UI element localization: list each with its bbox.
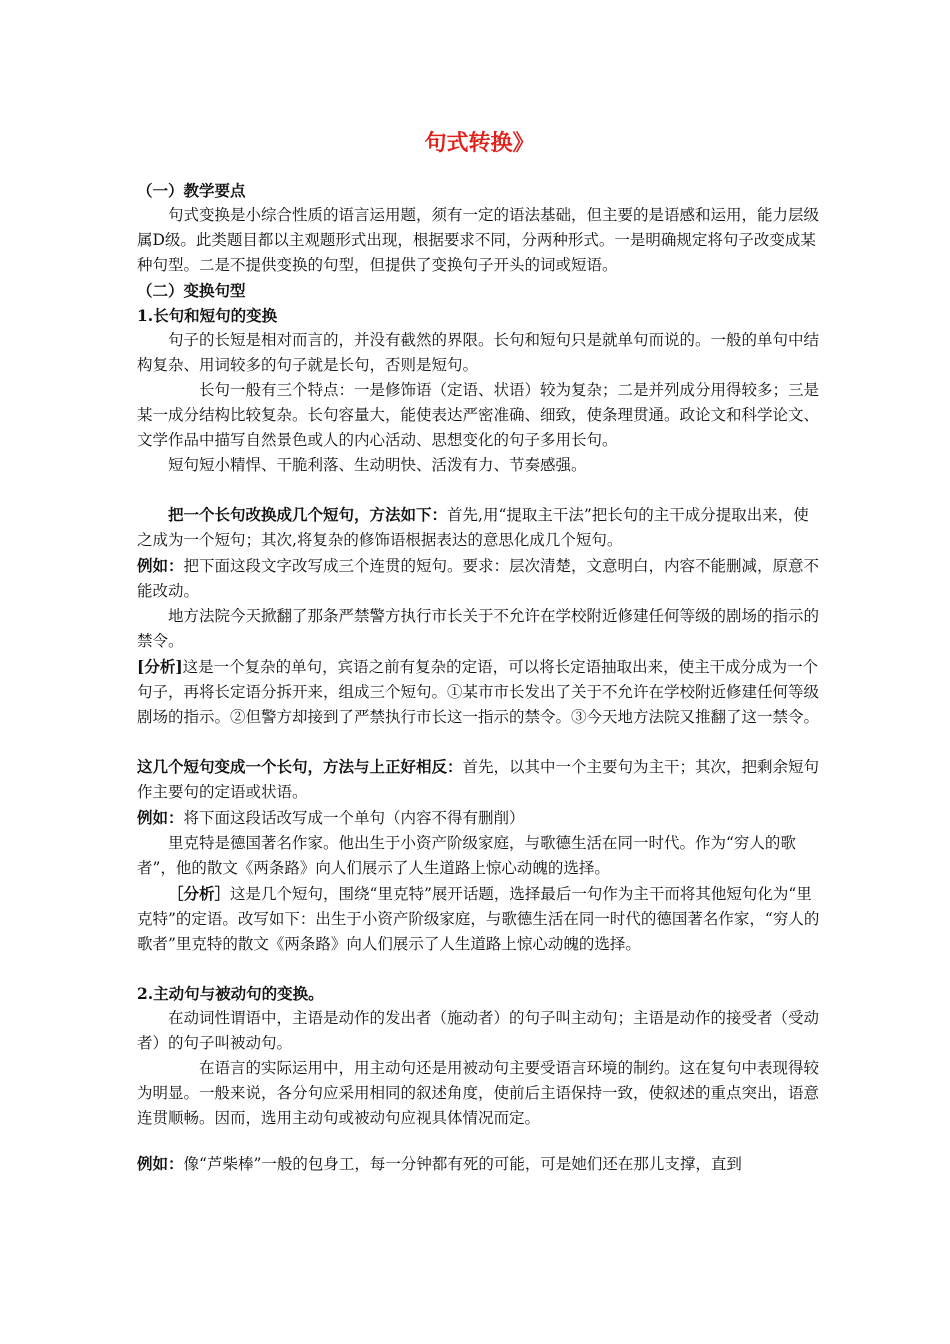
analysis-text: 这是几个短句，围绕“里克特”展开话题，选择最后一句作为主干而将其他短句化为“里克特”的定语。改写如下：出生于小资产阶级家庭，与歌德生活在同一时代的德国著名作家，“穷人的歌者”里克特的散文《两条路》向人们展示了人生道路上惊心动魄的选择。 bbox=[137, 885, 820, 953]
example-text: 将下面这段话改写成一个单句（内容不得有删削） bbox=[183, 809, 525, 827]
paragraph: 在动词性谓语中，主语是动作的发出者（施动者）的句子叫主动句；主语是动作的接受者（受动者）的句子叫被动句。 bbox=[137, 1009, 820, 1052]
spacer bbox=[137, 957, 822, 981]
paragraph: 句式变换是小综合性质的语言运用题，须有一定的语法基础，但主要的是语感和运用，能力层级属D级。此类题目都以主观题形式出现，根据要求不同，分两种形式。一是明确规定将句子改变成某种句型。二是不提供变换的句型，但提供了变换句子开头的词或短语。 bbox=[137, 206, 820, 274]
analysis-paragraph bbox=[137, 654, 822, 730]
example-quote: 地方法院今天掀翻了那条严禁警方执行市长关于不允许在学校附近修建任何等级的剧场的指示的禁令。 bbox=[137, 607, 820, 650]
subsection-heading-active-passive: 2.主动句与被动句的变换。 bbox=[137, 984, 324, 1003]
paragraph: 长句一般有三个特点：一是修饰语（定语、状语）较为复杂；二是并列成分用得较多；三是某一成分结构比较复杂。长句容量大，能使表达严密准确、细致，使条理贯通。政论文和科学论文、文学作品中描写自然景色或人的内心活动、思想变化的句子多用长句。 bbox=[137, 381, 820, 449]
method-lead: 这几个短句变成一个长句，方法与上正好相反： bbox=[137, 757, 463, 776]
method-paragraph bbox=[137, 502, 822, 553]
section-heading-sentence-types: （二）变换句型 bbox=[137, 281, 246, 300]
method-paragraph bbox=[137, 754, 822, 805]
analysis-lead: [分析] bbox=[137, 657, 183, 676]
document-title: 句式转换》 bbox=[424, 131, 535, 156]
example-quote: 里克特是德国著名作家。他出生于小资产阶级家庭，与歌德生活在同一时代。作为“穷人的歌者”，他的散文《两条路》向人们展示了人生道路上惊心动魄的选择。 bbox=[137, 834, 796, 877]
paragraph: 在语言的实际运用中，用主动句还是用被动句主要受语言环境的制约。这在复句中表现得较为明显。一般来说，各分句应采用相同的叙述角度，使前后主语保持一致，使叙述的重点突出，语意连贯顺畅。因而，选用主动句或被动句应视具体情况而定。 bbox=[137, 1059, 820, 1127]
method-lead: 把一个长句改换成几个短句，方法如下： bbox=[168, 505, 448, 524]
subsection-heading-long-short: 1.长句和短句的变换 bbox=[137, 306, 278, 325]
method-text: 首先,用“提取主干法”把长句的主干成分提取出来，使之成为一个短句；其次,将复杂的修饰语根据表达的意思化成几个短句。 bbox=[137, 506, 809, 549]
example-paragraph bbox=[137, 1151, 822, 1177]
analysis-lead: ［分析］ bbox=[168, 884, 231, 903]
spacer bbox=[137, 730, 822, 754]
paragraph: 句子的长短是相对而言的，并没有截然的界限。长句和短句只是就单句而说的。一般的单句中结构复杂、用词较多的句子就是长句，否则是短句。 bbox=[137, 331, 820, 374]
paragraph: 短句短小精悍、干脆利落、生动明快、活泼有力、节奏感强。 bbox=[168, 456, 587, 474]
example-text: 把下面这段文字改写成三个连贯的短句。要求：层次清楚，文意明白，内容不能删减，原意不能改动。 bbox=[137, 557, 820, 600]
example-lead: 例如： bbox=[137, 808, 184, 827]
example-text: 像“芦柴棒”一般的包身工，每一分钟都有死的可能，可是她们还在那儿支撑，直到 bbox=[183, 1155, 742, 1173]
section-heading-teaching-points: （一）教学要点 bbox=[137, 181, 246, 200]
example-lead: 例如： bbox=[137, 556, 184, 575]
analysis-text: 这是一个复杂的单句，宾语之前有复杂的定语，可以将长定语抽取出来，使主干成分成为一个句子，再将长定语分拆开来，组成三个短句。①某市市长发出了关于不允许在学校附近修建任何等级剧场的指示。②但警方却接到了严禁执行市长这一指示的禁令。③今天地方法院又推翻了这一禁令。 bbox=[137, 658, 820, 726]
example-lead: 例如： bbox=[137, 1154, 184, 1173]
spacer bbox=[137, 478, 822, 502]
example-paragraph bbox=[137, 553, 822, 604]
method-text: 首先，以其中一个主要句为主干；其次，把剩余短句作主要句的定语或状语。 bbox=[137, 758, 820, 801]
spacer bbox=[137, 1131, 822, 1151]
analysis-paragraph bbox=[137, 881, 822, 957]
example-paragraph bbox=[137, 805, 822, 831]
